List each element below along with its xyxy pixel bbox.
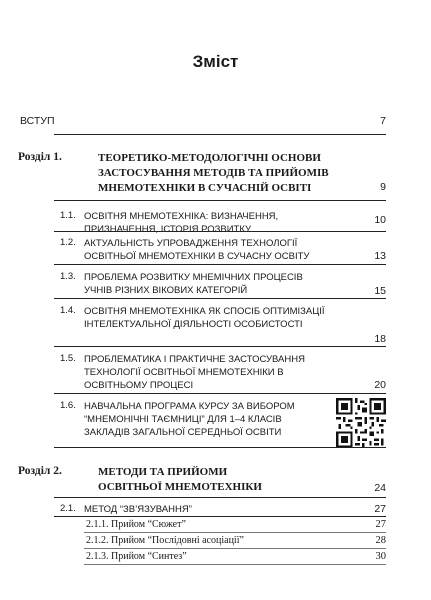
item-page: 10	[374, 214, 386, 226]
divider	[84, 564, 386, 565]
item-page: 18	[374, 333, 386, 345]
item-number: 1.6.	[60, 400, 76, 411]
item-title: ПРОБЛЕМА РОЗВИТКУ МНЕМІЧНИХ ПРОЦЕСІВ УЧНІВ РІЗНИХ ВІКОВИХ КАТЕГОРІЙ	[84, 272, 303, 296]
toc-subitem[interactable]	[86, 551, 386, 564]
section-title: МЕТОДИ ТА ПРИЙОМИ ОСВІТНЬОЇ МНЕМОТЕХНІКИ	[98, 466, 262, 493]
item-title: АКТУАЛЬНІСТЬ УПРОВАДЖЕННЯ ТЕХНОЛОГІЇ ОСВІТНЬОЇ МНЕМОТЕХНІКИ В СУЧАСНУ ОСВІТУ	[84, 238, 310, 262]
page-title: Зміст	[192, 52, 239, 71]
subitem-page: 30	[375, 551, 386, 562]
toc-intro-page: 7	[380, 115, 386, 127]
toc-section-1[interactable]	[18, 151, 348, 197]
section-label: Розділ 1.	[18, 151, 62, 163]
divider	[54, 497, 386, 498]
item-title: ОСВІТНЯ МНЕМОТЕХНІКА: ВИЗНАЧЕННЯ, ПРИЗНАЧЕННЯ, ІСТОРІЯ РОЗВИТКУ	[84, 211, 279, 235]
toc-intro[interactable]	[20, 115, 55, 127]
item-page: 20	[374, 379, 386, 391]
item-number: 1.2.	[60, 237, 76, 248]
item-page: 15	[374, 285, 386, 297]
divider	[54, 393, 386, 394]
subitem-title: 2.1.1. Прийом “Сюжет”	[86, 519, 186, 530]
toc-intro-label: ВСТУП	[20, 115, 55, 127]
section-title: ТЕОРЕТИКО-МЕТОДОЛОГІЧНІ ОСНОВИ ЗАСТОСУВАННЯ МЕТОДІВ ТА ПРИЙОМІВ МНЕМОТЕХНІКИ В СУЧАСНІЙ ОСВІТІ	[98, 152, 329, 194]
item-page: 13	[374, 250, 386, 262]
divider	[84, 548, 386, 549]
item-number: 1.3.	[60, 271, 76, 282]
subitem-page: 27	[375, 519, 386, 530]
divider	[54, 346, 386, 347]
item-page: 27	[374, 503, 386, 515]
divider	[54, 200, 386, 201]
item-number: 2.1.	[60, 503, 76, 514]
item-number: 1.1.	[60, 210, 76, 221]
subitem-title: 2.1.2. Прийом “Послідовні асоціації”	[86, 535, 244, 546]
item-title: МЕТОД “ЗВ’ЯЗУВАННЯ”	[84, 504, 192, 515]
divider	[54, 447, 386, 448]
item-title: НАВЧАЛЬНА ПРОГРАМА КУРСУ ЗА ВИБОРОМ “МНЕМОНІЧНІ ТАЄМНИЦІ” ДЛЯ 1–4 КЛАСІВ ЗАКЛАДІВ ЗАГАЛЬНОЇ СЕРЕДНЬОЇ ОСВІТИ	[84, 401, 295, 438]
item-number: 1.4.	[60, 305, 76, 316]
qr-code[interactable]	[336, 398, 386, 448]
toc-subitem[interactable]	[86, 519, 386, 532]
divider	[54, 298, 386, 299]
section-page: 24	[374, 482, 386, 494]
divider	[54, 231, 386, 232]
toc-subitem[interactable]	[86, 535, 386, 548]
divider	[54, 264, 386, 265]
toc-section-2[interactable]	[18, 465, 348, 495]
divider	[54, 516, 386, 517]
item-title: ПРОБЛЕМАТИКА І ПРАКТИЧНЕ ЗАСТОСУВАННЯ ТЕХНОЛОГІЇ ОСВІТНЬОЇ МНЕМОТЕХНІКИ В ОСВІТНЬОМУ ПРОЦЕСІ	[84, 354, 305, 391]
section-page: 9	[380, 181, 386, 193]
section-label: Розділ 2.	[18, 465, 62, 477]
subitem-title: 2.1.3. Прийом “Синтез”	[86, 551, 187, 562]
subitem-page: 28	[375, 535, 386, 546]
item-title: ОСВІТНЯ МНЕМОТЕХНІКА ЯК СПОСІБ ОПТИМІЗАЦІЇ ІНТЕЛЕКТУАЛЬНОЇ ДІЯЛЬНОСТІ ОСОБИСТОСТІ	[84, 306, 325, 330]
divider	[54, 134, 386, 135]
divider	[84, 532, 386, 533]
item-number: 1.5.	[60, 353, 76, 364]
